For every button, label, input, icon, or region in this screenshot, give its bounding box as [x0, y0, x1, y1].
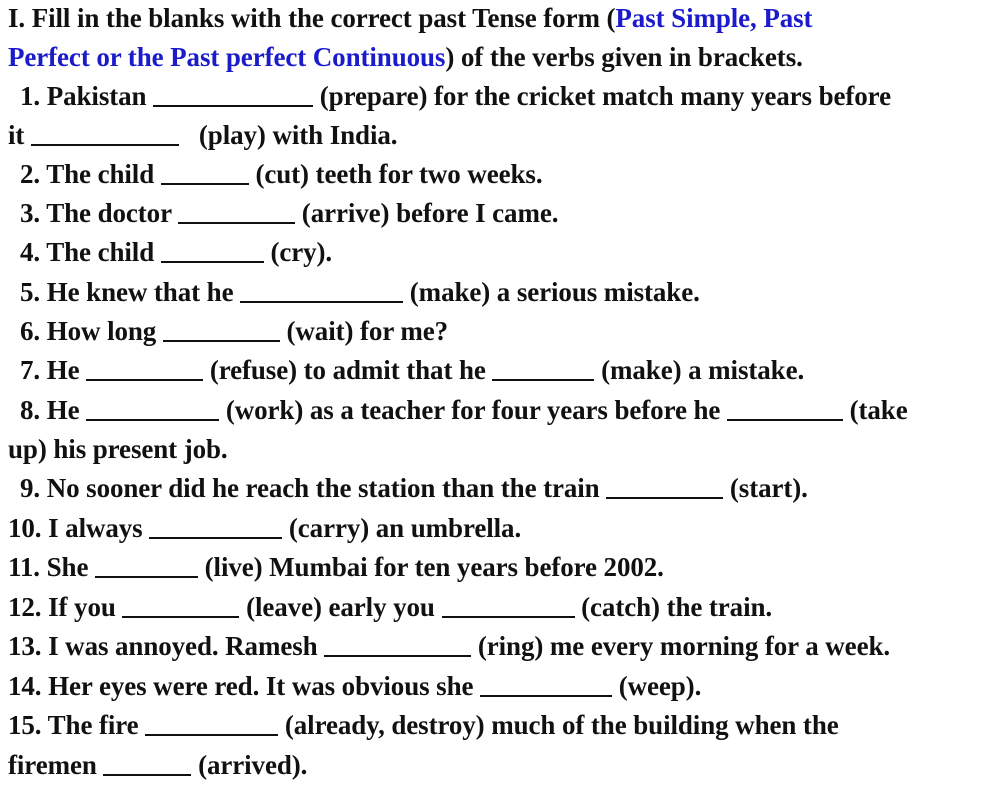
text-segment: 13.	[8, 631, 42, 661]
text-segment: (arrived).	[198, 750, 308, 780]
question-13	[8, 628, 890, 664]
question-14	[8, 668, 701, 704]
instruction-line-1	[8, 0, 812, 36]
text-segment: (weep).	[618, 671, 702, 701]
answer-blank[interactable]	[442, 594, 575, 618]
instruction-line-2	[8, 39, 803, 75]
text-segment: up) his present job.	[8, 434, 228, 464]
question-1-cont	[8, 117, 397, 153]
answer-blank[interactable]	[86, 397, 219, 421]
question-6	[20, 313, 448, 349]
text-segment: (wait) for me?	[286, 316, 449, 346]
answer-blank[interactable]	[492, 357, 594, 381]
text-segment: (prepare) for the cricket match many years before	[319, 81, 891, 111]
text-segment: Pakistan	[46, 81, 147, 111]
question-8	[20, 392, 908, 428]
question-9	[20, 470, 808, 506]
tense-list-highlight: Perfect or the Past perfect Continuous	[8, 42, 446, 72]
text-segment: (play) with India.	[198, 120, 398, 150]
question-15	[8, 707, 839, 743]
text-segment: He	[46, 395, 80, 425]
text-segment: firemen	[8, 750, 97, 780]
text-segment: 12.	[8, 592, 42, 622]
text-segment: How long	[46, 316, 157, 346]
question-8-cont	[8, 431, 228, 467]
answer-blank[interactable]	[103, 752, 191, 776]
text-segment: No sooner did he reach the station than the train	[46, 473, 600, 503]
answer-blank[interactable]	[606, 475, 723, 499]
text-segment: 14.	[8, 671, 42, 701]
text-segment: I was annoyed. Ramesh	[48, 631, 318, 661]
question-12	[8, 589, 772, 625]
question-4	[20, 234, 332, 270]
question-1	[20, 78, 891, 114]
text-segment: (work) as a teacher for four years before he	[225, 395, 721, 425]
text-segment: He knew that he	[46, 277, 234, 307]
text-segment: He	[46, 355, 80, 385]
text-segment: 7.	[20, 355, 41, 385]
question-11	[8, 549, 664, 585]
text-segment: The doctor	[46, 198, 172, 228]
text-segment: The child	[46, 159, 155, 189]
question-5	[20, 274, 700, 310]
text-segment: 3.	[20, 198, 41, 228]
text-segment: 5.	[20, 277, 41, 307]
text-segment: She	[46, 552, 89, 582]
text-segment: Her eyes were red. It was obvious she	[48, 671, 474, 701]
text-segment: (already, destroy) much of the building when the	[284, 710, 839, 740]
instruction-text: I. Fill in the blanks with the correct past Tense form (	[8, 3, 616, 33]
text-segment: 1.	[20, 81, 41, 111]
text-segment: (arrive) before I came.	[301, 198, 559, 228]
instruction-text: ) of the verbs given in brackets.	[445, 42, 803, 72]
text-segment: (cut) teeth for two weeks.	[255, 159, 543, 189]
text-segment: The child	[46, 237, 155, 267]
text-segment: 11.	[8, 552, 40, 582]
text-segment: (refuse) to admit that he	[209, 355, 486, 385]
answer-blank[interactable]	[163, 318, 280, 342]
question-7	[20, 352, 804, 388]
text-segment: (live) Mumbai for ten years before 2002.	[204, 552, 664, 582]
answer-blank[interactable]	[178, 200, 295, 224]
text-segment: If you	[48, 592, 116, 622]
text-segment: 9.	[20, 473, 41, 503]
answer-blank[interactable]	[95, 554, 198, 578]
text-segment: (make) a serious mistake.	[409, 277, 700, 307]
text-segment: (start).	[729, 473, 808, 503]
text-segment: (cry).	[270, 237, 333, 267]
answer-blank[interactable]	[149, 515, 282, 539]
text-segment: (leave) early you	[246, 592, 435, 622]
answer-blank[interactable]	[86, 357, 203, 381]
question-10	[8, 510, 521, 546]
text-segment: it	[8, 120, 25, 150]
question-2	[20, 156, 543, 192]
text-segment: 4.	[20, 237, 41, 267]
text-segment: (catch) the train.	[581, 592, 773, 622]
answer-blank[interactable]	[122, 594, 239, 618]
answer-blank[interactable]	[153, 83, 313, 107]
answer-blank[interactable]	[31, 122, 179, 146]
question-15-cont	[8, 747, 307, 783]
answer-blank[interactable]	[324, 633, 471, 657]
text-segment: 10.	[8, 513, 42, 543]
answer-blank[interactable]	[145, 712, 278, 736]
text-segment: 6.	[20, 316, 41, 346]
answer-blank[interactable]	[161, 239, 264, 263]
text-segment: The fire	[47, 710, 139, 740]
tense-list-highlight: Past Simple, Past	[615, 3, 813, 33]
text-segment: I always	[48, 513, 143, 543]
text-segment: (carry) an umbrella.	[288, 513, 522, 543]
text-segment: (take	[849, 395, 908, 425]
text-segment: (ring) me every morning for a week.	[477, 631, 891, 661]
text-segment: (make) a mistake.	[601, 355, 805, 385]
answer-blank[interactable]	[480, 673, 612, 697]
answer-blank[interactable]	[240, 279, 403, 303]
text-segment: 8.	[20, 395, 41, 425]
answer-blank[interactable]	[161, 161, 249, 185]
text-segment: 2.	[20, 159, 41, 189]
answer-blank[interactable]	[727, 397, 843, 421]
text-segment: 15.	[8, 710, 42, 740]
question-3	[20, 195, 558, 231]
